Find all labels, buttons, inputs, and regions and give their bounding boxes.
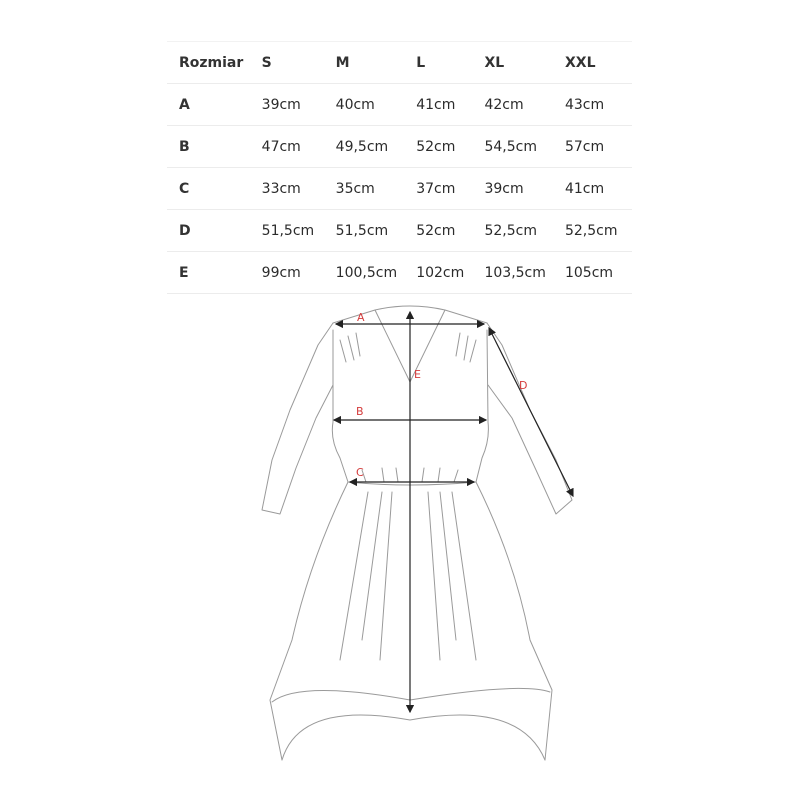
size-table-header-row (167, 42, 632, 84)
table-cell: 47cm (250, 126, 324, 168)
table-cell: 49,5cm (324, 126, 405, 168)
size-header-m: M (324, 42, 405, 84)
bodice-left-side (332, 330, 348, 482)
table-cell: 51,5cm (324, 210, 405, 252)
table-cell: 52cm (404, 126, 472, 168)
row-label: E (167, 252, 250, 294)
table-cell: 105cm (553, 252, 632, 294)
waistband (348, 482, 476, 485)
skirt-hem-inner (272, 688, 550, 702)
left-sleeve (262, 323, 333, 514)
table-cell: 43cm (553, 84, 632, 126)
collar-back (375, 306, 445, 310)
size-header-xl: XL (472, 42, 553, 84)
dress-outline (262, 306, 572, 760)
right-sleeve (487, 323, 572, 514)
measure-d-line (489, 328, 573, 496)
skirt-pleats (340, 492, 476, 660)
table-cell: 39cm (472, 168, 553, 210)
table-cell: 42cm (472, 84, 553, 126)
shoulder-gathers-right (456, 333, 476, 362)
table-cell: 51,5cm (250, 210, 324, 252)
size-header-l: L (404, 42, 472, 84)
table-cell: 99cm (250, 252, 324, 294)
skirt-left-side (270, 482, 348, 760)
table-cell: 37cm (404, 168, 472, 210)
measure-a-label: A (357, 311, 365, 324)
skirt-hem-outer (282, 715, 545, 760)
row-label: C (167, 168, 250, 210)
table-cell: 52,5cm (553, 210, 632, 252)
table-cell: 41cm (553, 168, 632, 210)
size-header-label: Rozmiar (167, 42, 250, 84)
table-cell: 52cm (404, 210, 472, 252)
table-cell: 57cm (553, 126, 632, 168)
measure-e-label: E (414, 368, 421, 381)
measurement-labels (356, 311, 527, 479)
table-cell: 40cm (324, 84, 405, 126)
skirt-right-side (476, 482, 552, 760)
shoulder-gathers-left (340, 333, 360, 362)
size-row-e (167, 252, 632, 294)
waist-gathers (362, 468, 458, 482)
table-cell: 52,5cm (472, 210, 553, 252)
row-label: A (167, 84, 250, 126)
size-header-s: S (250, 42, 324, 84)
table-cell: 41cm (404, 84, 472, 126)
table-cell: 33cm (250, 168, 324, 210)
size-header-xxl: XXL (553, 42, 632, 84)
size-row-d (167, 210, 632, 252)
row-label: B (167, 126, 250, 168)
size-row-b (167, 126, 632, 168)
table-cell: 103,5cm (472, 252, 553, 294)
measure-c-label: C (356, 466, 364, 479)
size-row-a (167, 84, 632, 126)
table-cell: 102cm (404, 252, 472, 294)
measure-b-label: B (356, 405, 364, 418)
row-label: D (167, 210, 250, 252)
size-chart-table (167, 41, 632, 294)
bodice-right-side (476, 330, 488, 482)
table-cell: 100,5cm (324, 252, 405, 294)
table-cell: 54,5cm (472, 126, 553, 168)
size-row-c (167, 168, 632, 210)
table-cell: 35cm (324, 168, 405, 210)
table-cell: 39cm (250, 84, 324, 126)
neckline (333, 310, 487, 382)
measurement-lines (334, 312, 573, 712)
measure-d-label: D (519, 379, 528, 392)
